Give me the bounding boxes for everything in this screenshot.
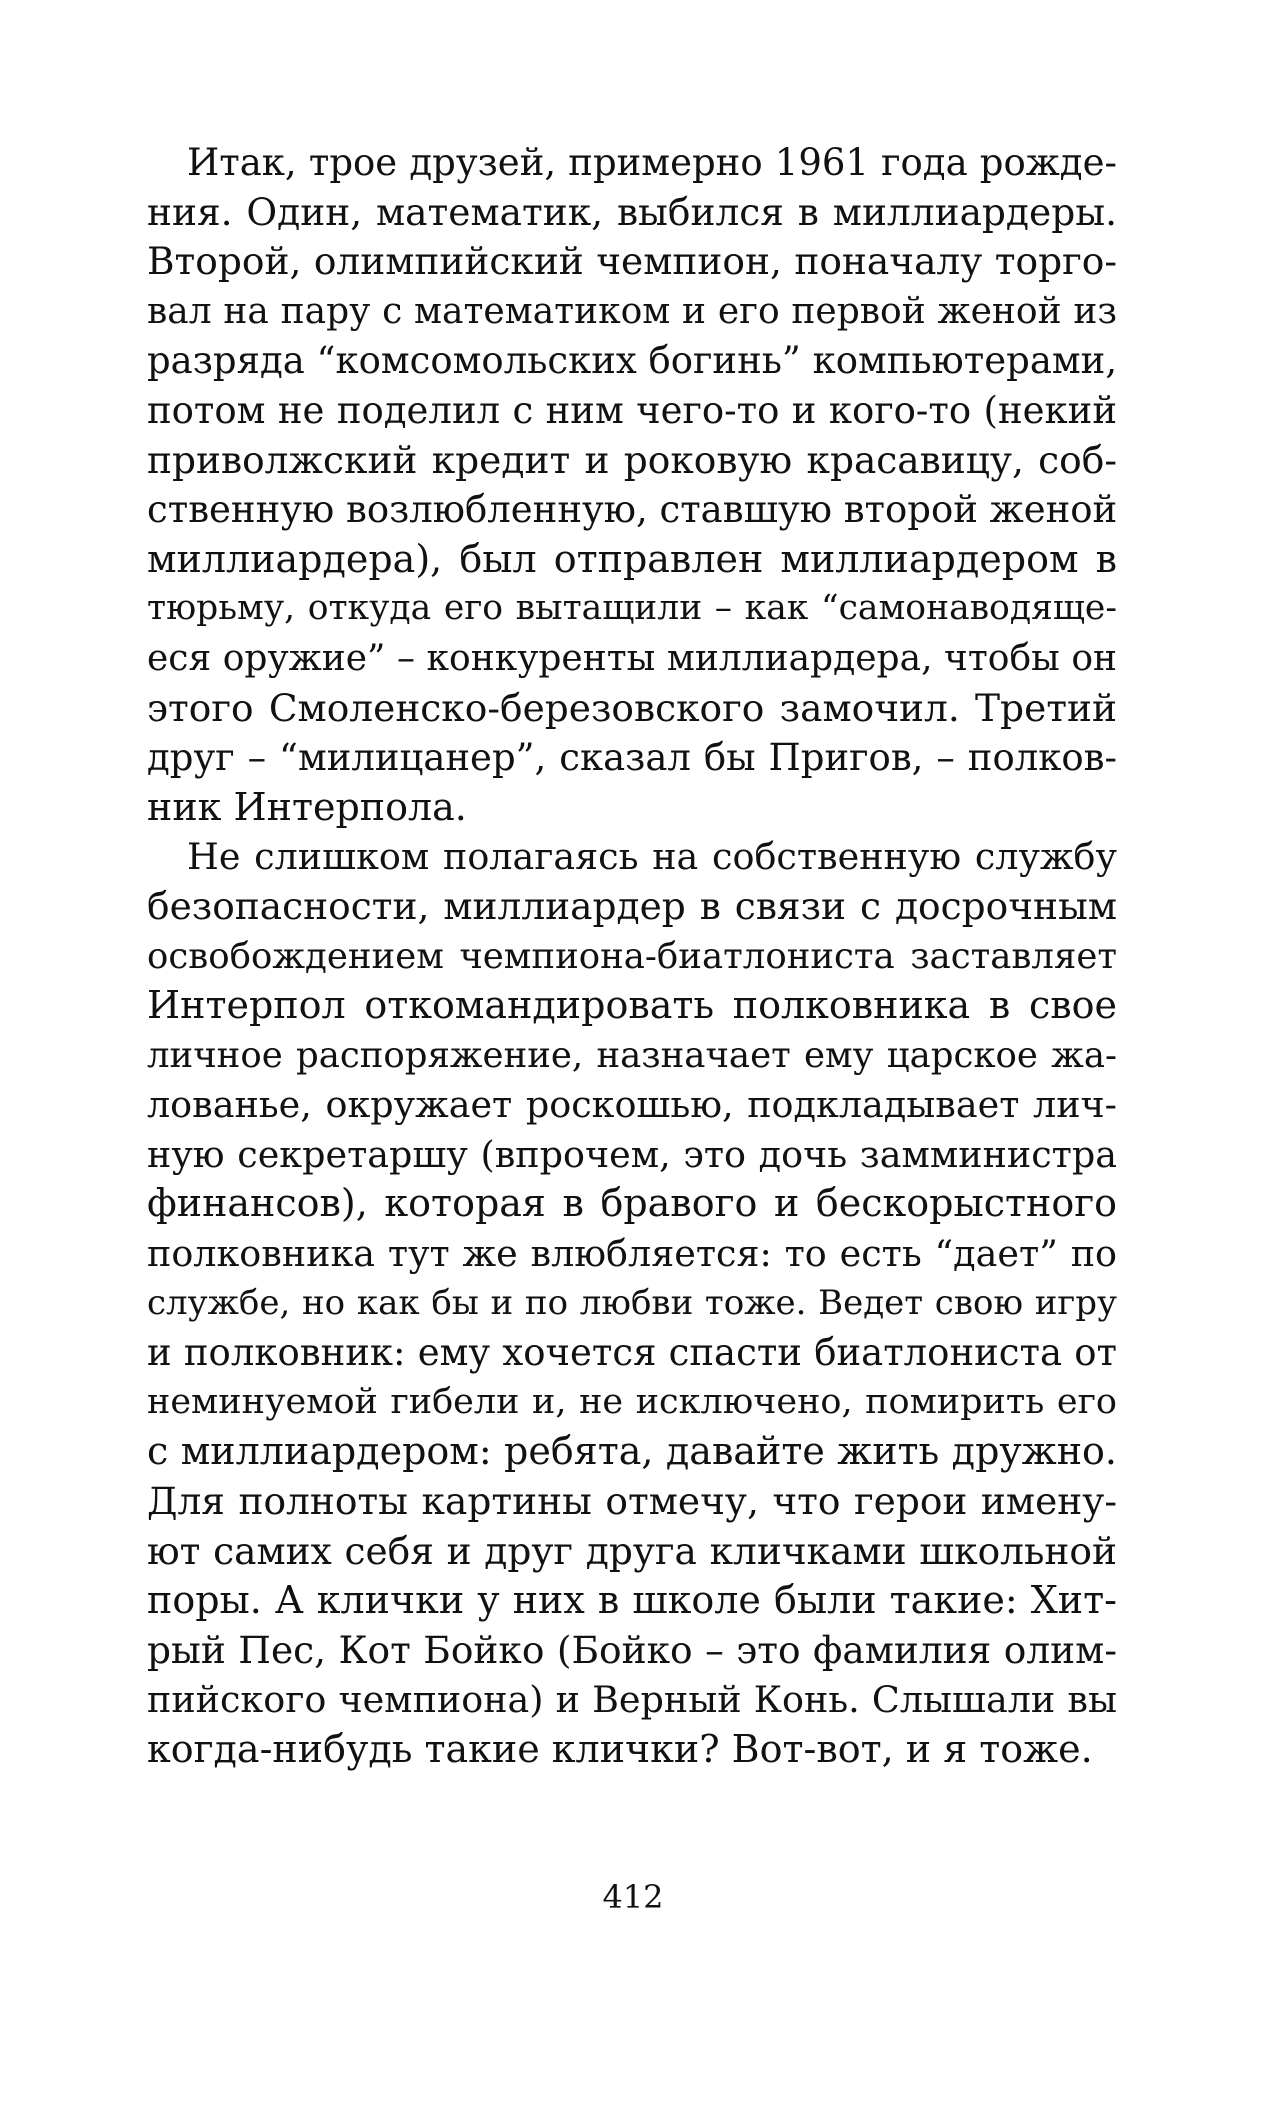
text-line: безопасности, миллиардер в связи с досрочным	[147, 883, 1117, 928]
text-line: еся оружие” – конкуренты миллиардера, чтобы он	[147, 637, 1117, 679]
text-line: Не слишком полагаясь на собственную службу	[187, 835, 1117, 879]
text-line: Итак, трое друзей, примерно 1961 года рожде-	[187, 141, 1117, 184]
text-line: рый Пес, Кот Бойко (Бойко – это фамилия олим-	[147, 1627, 1117, 1672]
text-line: ственную возлюбленную, ставшую второй женой	[147, 488, 1118, 532]
body-text	[147, 138, 1117, 1775]
text-line: когда-нибудь такие клички? Вот-вот, и я тоже.	[147, 1727, 1093, 1771]
text-line: тюрьму, откуда его вытащили – как “самонаводяще-	[147, 588, 1117, 629]
text-line: личное распоряжение, назначает ему царское жа-	[147, 1034, 1117, 1076]
text-line: миллиардера), был отправлен миллиардером в	[147, 536, 1117, 581]
text-line: Второй, олимпийский чемпион, поначалу торго-	[147, 239, 1117, 284]
text-line: ную секретаршу (впрочем, это дочь замминистра	[147, 1132, 1117, 1176]
text-line: и полковник: ему хочется спасти биатлониста от	[147, 1331, 1117, 1375]
text-line: Интерпол откомандировать полковника в свое	[147, 983, 1117, 1028]
text-line: финансов), которая в бравого и бескорыстного	[147, 1181, 1117, 1226]
text-line: ния. Один, математик, выбился в миллиардеры.	[147, 189, 1117, 234]
page-number: 412	[602, 1878, 664, 1916]
text-line: приволжский кредит и роковую красавицу, соб-	[147, 437, 1117, 482]
text-line: разряда “комсомольских богинь” компьютерами,	[147, 339, 1118, 383]
text-line: ют самих себя и друг друга кличками школьной	[147, 1528, 1117, 1573]
text-line: лованье, окружает роскошью, подкладывает лич-	[147, 1083, 1117, 1127]
text-line: службе, но как бы и по любви тоже. Ведет свою игру	[147, 1282, 1117, 1323]
text-line: Для полноты картины отмечу, что герои имену-	[147, 1479, 1117, 1524]
text-line: вал на пару с математиком и его первой женой из	[147, 290, 1117, 332]
text-line: поры. А клички у них в школе были такие: Хит-	[147, 1578, 1117, 1623]
text-line: ник Интерпола.	[147, 784, 467, 829]
text-line: этого Смоленско-березовского замочил. Третий	[147, 685, 1117, 730]
paragraph	[147, 832, 1117, 1774]
text-line: пийского чемпиона) и Верный Конь. Слышали вы	[147, 1678, 1117, 1722]
paragraph	[147, 138, 1117, 832]
text-line: потом не поделил с ним чего-то и кого-то (некий	[147, 388, 1117, 432]
text-line: с миллиардером: ребята, давайте жить дружно.	[147, 1429, 1117, 1474]
text-line: неминуемой гибели и, не исключено, помирить его	[147, 1381, 1117, 1422]
text-line: друг – “милицанер”, сказал бы Пригов, – полков-	[147, 736, 1117, 780]
text-line: освобождением чемпиона-биатлониста заставляет	[147, 935, 1117, 977]
text-line: полковника тут же влюбляется: то есть “дает” по	[147, 1232, 1117, 1276]
